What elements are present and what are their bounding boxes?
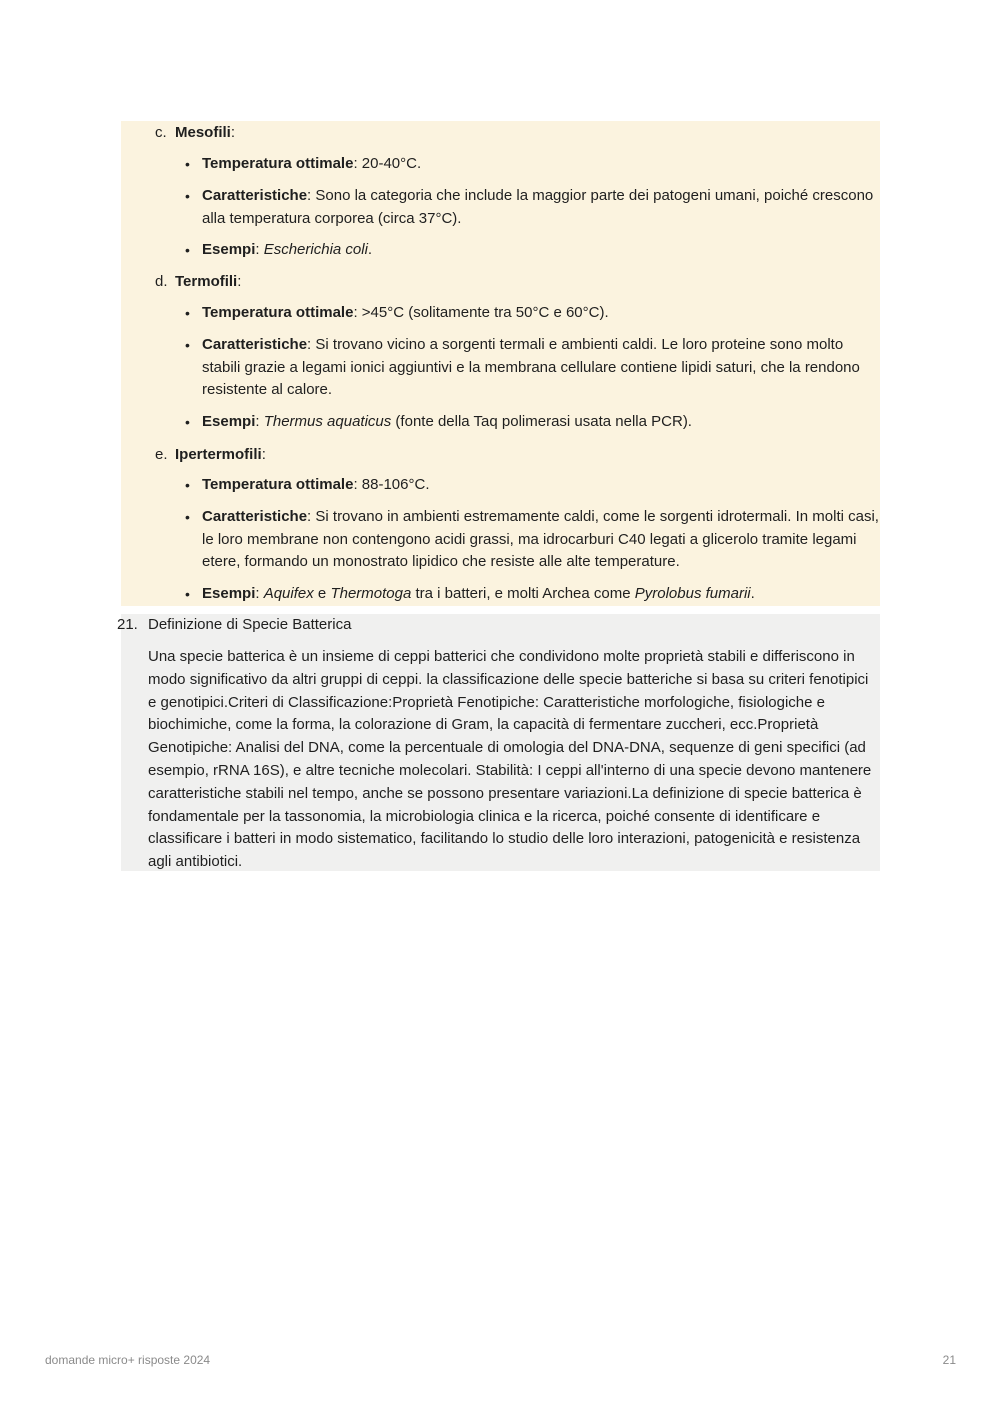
bullet-item: Esempi: Aquifex e Thermotoga tra i batteri, e molti Archea come Pyrolobus fumarii. (202, 585, 755, 602)
bullet-item: Caratteristiche: Si trovano in ambienti estremamente caldi, come le sorgenti idrotermali. In molti casi, le loro membrane non contengono acidi grassi, ma idrocarburi C40 legati a glicerolo tramite legami etere, formando un monostrato lipidico che resiste alle alte temperature. (202, 508, 879, 570)
numbered-item-title: Definizione di Specie Batterica (148, 616, 352, 633)
numbered-item-marker: 21. (117, 616, 138, 633)
footer-doc-title: domande micro+ risposte 2024 (45, 1353, 211, 1367)
bullet-dot: • (185, 586, 190, 602)
definition-paragraph: Una specie batterica è un insieme di ceppi batterici che condividono molte proprietà stabili e differiscono in modo significativo da altri gruppi di ceppi. la classificazione delle specie batteriche si basa su criteri fenotipici e genotipici.Criteri di Classificazione:Proprietà Fenotipiche: Caratteristiche morfologiche, fisiologiche e biochimiche, come la forma, la colorazione di Gram, la capacità di fermentare zuccheri, ecc.Proprietà Genotipiche: Analisi del DNA, come la percentuale di omologia del DNA-DNA, sequenze di geni specifici (ad esempio, rRNA 16S), e altre tecniche molecolari. Stabilità: I ceppi all'interno di una specie devono mantenere caratteristiche stabili nel tempo, anche se possono presentare variazioni.La definizione di specie batterica è fondamentale per la tassonomia, la microbiologia clinica e la ricerca, poiché consente di identificare e classificare i batteri in modo sistematico, facilitando lo studio delle loro interazioni, patogenicità e resistenza agli antibiotici. (148, 648, 872, 871)
section-c-title: Mesofili: (175, 124, 236, 141)
bullet-item: Esempi: Escherichia coli. (202, 241, 373, 258)
section-d-title: Termofili: (175, 273, 242, 290)
section-e-title: Ipertermofili: (175, 446, 266, 463)
section-c-marker: c. (155, 124, 167, 141)
bullet-item: Temperatura ottimale: >45°C (solitamente tra 50°C e 60°C). (202, 304, 609, 321)
bullet-dot: • (185, 242, 190, 258)
bullet-dot: • (185, 305, 190, 321)
bullet-dot: • (185, 337, 190, 353)
footer-page-number: 21 (942, 1353, 956, 1367)
bullet-dot: • (185, 156, 190, 172)
bullet-dot: • (185, 414, 190, 430)
bullet-dot: • (185, 509, 190, 525)
bullet-item: Caratteristiche: Si trovano vicino a sorgenti termali e ambienti caldi. Le loro proteine sono molto stabili grazie a legami ionici aggiuntivi e la membrana cellulare contiene lipidi saturi, che la rendono resistente al calore. (202, 336, 860, 398)
section-d-marker: d. (155, 273, 168, 290)
bullet-item: Caratteristiche: Sono la categoria che include la maggior parte dei patogeni umani, poiché crescono alla temperatura corporea (circa 37°C). (202, 187, 874, 227)
section-e-marker: e. (155, 446, 168, 463)
bullet-item: Temperatura ottimale: 88-106°C. (202, 476, 430, 493)
bullet-item: Temperatura ottimale: 20-40°C. (202, 155, 422, 172)
bullet-dot: • (185, 477, 190, 493)
bullet-item: Esempi: Thermus aquaticus (fonte della Taq polimerasi usata nella PCR). (202, 413, 692, 430)
bullet-dot: • (185, 188, 190, 204)
